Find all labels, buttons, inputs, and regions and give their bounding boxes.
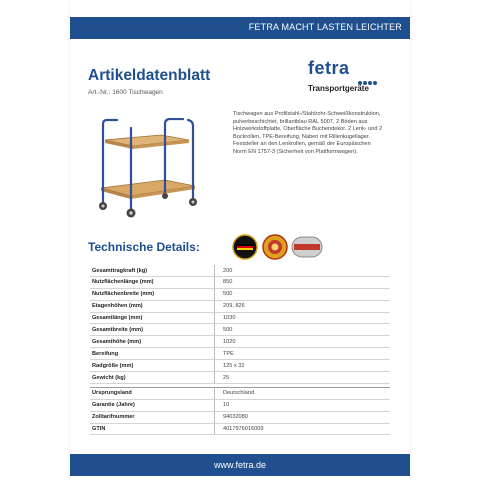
spec-label: Nutzflächenlänge (mm) bbox=[92, 279, 154, 286]
quality-seals bbox=[230, 232, 380, 262]
product-description: Tischwagen aus Profilstahl-/Stahlrohr-Schweißkonstruktion, pulverbeschichtet, brillantblau RAL 5007, 2 Böden aus Holzwerkstoffplatte, Oberfläche Buchendekor. 2 Lenk- und 2 Bockrollen, TPE-Bereifung, Naben mit Rillenkugellager. Feststeller an den Lenkrollen, gemäß der Europäischen Norm EN 1757-3 (Sicherheit von Plattformwagen). bbox=[233, 111, 383, 155]
spec-label: Garantie (Jahre) bbox=[92, 402, 135, 409]
logo-wordmark: fetra bbox=[308, 58, 350, 78]
article-number: Art.-Nr.: 1600 Tischwagen bbox=[88, 89, 163, 96]
made-in-germany-seal-icon bbox=[233, 235, 257, 259]
column-divider bbox=[214, 348, 215, 359]
column-divider bbox=[214, 360, 215, 371]
spec-label: Gewicht (kg) bbox=[92, 374, 126, 381]
column-divider bbox=[214, 424, 215, 435]
column-divider bbox=[214, 301, 215, 312]
table-row bbox=[90, 387, 390, 400]
spec-label: Gesamtbreite (mm) bbox=[92, 326, 143, 333]
spec-value: 1020 bbox=[223, 338, 236, 345]
column-divider bbox=[214, 289, 215, 300]
specs-table bbox=[90, 265, 390, 435]
header-slogan: FETRA MACHT LASTEN LEICHTER bbox=[248, 22, 402, 32]
fetra-logo bbox=[308, 58, 388, 98]
spec-value: 850 bbox=[223, 279, 233, 286]
spec-value: 125 x 32 bbox=[223, 362, 245, 369]
spec-value: 94032080 bbox=[223, 414, 248, 421]
table-row bbox=[90, 289, 390, 301]
table-row bbox=[90, 412, 390, 424]
spec-value: 200 bbox=[223, 267, 233, 274]
column-divider bbox=[214, 400, 215, 411]
table-row bbox=[90, 301, 390, 313]
spec-value: 25 bbox=[223, 374, 230, 381]
spec-label: Gesamttragkraft (kg) bbox=[92, 267, 148, 274]
column-divider bbox=[214, 277, 215, 288]
spec-value: 1030 bbox=[223, 315, 236, 322]
header-bar bbox=[70, 17, 410, 39]
spec-label: Gesamthöhe (mm) bbox=[92, 338, 142, 345]
quality-badge-icon bbox=[292, 237, 322, 257]
table-row bbox=[90, 265, 390, 277]
footer-bar bbox=[70, 454, 410, 476]
table-row bbox=[90, 400, 390, 412]
column-divider bbox=[214, 388, 215, 399]
table-row bbox=[90, 313, 390, 325]
table-row bbox=[90, 360, 390, 372]
spec-label: GTIN bbox=[92, 426, 106, 433]
spec-value: Deutschland bbox=[223, 390, 255, 397]
logo-tagline: Transportgeräte bbox=[308, 84, 369, 93]
spec-value: 10 bbox=[223, 402, 230, 409]
spec-value: 4017976016009 bbox=[223, 426, 264, 433]
table-row bbox=[90, 424, 390, 436]
spec-label: Etagenhöhen (mm) bbox=[92, 303, 143, 310]
spec-label: Radgröße (mm) bbox=[92, 362, 134, 369]
spec-value: 500 bbox=[223, 291, 233, 298]
table-row bbox=[90, 348, 390, 360]
table-row bbox=[90, 277, 390, 289]
spec-label: Ursprungsland bbox=[92, 390, 132, 397]
technical-details-heading: Technische Details: bbox=[88, 240, 200, 254]
spec-label: Zolltarifnummer bbox=[92, 414, 135, 421]
column-divider bbox=[214, 372, 215, 383]
spec-value: 209, 826 bbox=[223, 303, 245, 310]
column-divider bbox=[214, 336, 215, 347]
warranty-seal-icon bbox=[263, 235, 287, 259]
spec-value: TPE bbox=[223, 350, 234, 357]
spec-label: Gesamtlänge (mm) bbox=[92, 315, 143, 322]
datasheet-page bbox=[70, 0, 410, 480]
spec-value: 500 bbox=[223, 326, 233, 333]
table-trolley-image bbox=[95, 118, 205, 218]
spec-label: Nutzflächenbreite (mm) bbox=[92, 291, 155, 298]
column-divider bbox=[214, 324, 215, 335]
table-row bbox=[90, 372, 390, 384]
column-divider bbox=[214, 313, 215, 324]
column-divider bbox=[214, 265, 215, 276]
table-row bbox=[90, 324, 390, 336]
table-row bbox=[90, 336, 390, 348]
footer-url[interactable]: www.fetra.de bbox=[213, 460, 267, 470]
column-divider bbox=[214, 412, 215, 423]
spec-label: Bereifung bbox=[92, 350, 119, 357]
page-title: Artikeldatenblatt bbox=[88, 67, 211, 84]
